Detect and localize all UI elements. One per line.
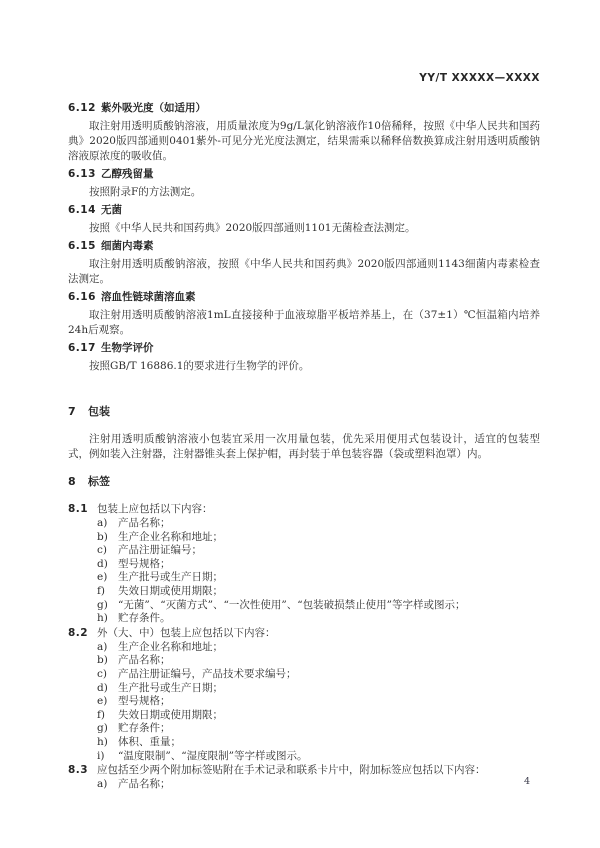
list-item (68, 599, 540, 613)
list-item (68, 585, 540, 599)
subclause-8-1 (68, 502, 540, 517)
document-body (68, 98, 540, 792)
subclause-text: 包装上应包括以下内容： (97, 503, 213, 515)
list-item-text: 产品名称； (118, 778, 171, 791)
doc-code-header: YY/T XXXXX—XXXX (419, 72, 540, 84)
list-item-text: 型号规格； (118, 695, 171, 708)
list-item (68, 558, 540, 572)
clause-heading-6-14 (68, 203, 540, 218)
list-item-text: “无菌”、“灭菌方式”、“一次性使用”、“包装破损禁止使用”等字样或图示； (118, 598, 466, 611)
chapter-title: 标签 (88, 475, 110, 488)
list-item-text: 产品名称； (118, 654, 171, 667)
list-item-label: a) (97, 778, 108, 791)
list-item-label: a) (97, 640, 108, 653)
list-item-label: b) (97, 530, 108, 543)
list-item-text: 贮存条件； (118, 722, 171, 735)
list-item-label: d) (97, 681, 108, 694)
clause-title: 乙醇残留量 (101, 168, 154, 180)
list-item (68, 778, 540, 792)
list-item-label: c) (97, 667, 107, 680)
list-item-label: f) (97, 708, 105, 721)
clause-number: 6.15 (68, 240, 96, 252)
list-item (68, 736, 540, 750)
list-item-label: e) (97, 571, 108, 584)
clause-heading-6-12 (68, 101, 540, 116)
list-item-text: 贮存条件。 (118, 612, 171, 625)
subclause-text: 外（大、中）包装上应包括以下内容： (97, 626, 276, 639)
clause-title: 溶血性链球菌溶血素 (101, 291, 196, 303)
chapter-heading-8 (68, 474, 540, 489)
list-item-label: c) (97, 544, 107, 557)
clause-heading-6-15 (68, 239, 540, 254)
paragraph: 按照附录F的方法测定。 (89, 186, 202, 198)
list-item-label: e) (97, 695, 108, 708)
list-item-text: 体积、重量； (118, 735, 181, 748)
list-item (68, 654, 540, 668)
list-item-label: b) (97, 654, 108, 667)
paragraph: 按照《中华人民共和国药典》2020版四部通则1101无菌检查法测定。 (89, 222, 416, 234)
list-item-label: h) (97, 612, 108, 625)
list-item (68, 695, 540, 709)
clause-heading-6-13 (68, 167, 540, 182)
lettered-list-8-1 (68, 517, 540, 626)
list-item-text: 型号规格； (118, 557, 171, 570)
list-item-label: d) (97, 557, 108, 570)
subclause-8-2 (68, 626, 540, 641)
list-item (68, 641, 540, 655)
list-item-text: 生产企业名称和地址； (118, 530, 223, 543)
list-item-text: “温度限制”、“湿度限制”等字样或图示。 (118, 749, 308, 762)
clause-number: 6.17 (68, 342, 96, 354)
subclause-8-3 (68, 763, 540, 778)
clause-title: 细菌内毒素 (101, 240, 154, 252)
list-item-text: 产品注册证编号，产品技术要求编号； (118, 667, 297, 680)
list-item-label: a) (97, 517, 108, 529)
paragraph: 注射用透明质酸钠溶液小包装宜采用一次用量包装，优先采用便用式包装设计，适宜的包装型式，例如装入注射器，注射器锥头套上保护帽，再封装于单包装容器（袋或塑料泡罩）内。 (68, 433, 540, 460)
clause-title: 生物学评价 (101, 342, 154, 354)
clause-heading-6-16 (68, 290, 540, 305)
chapter-title: 包装 (88, 405, 110, 418)
clause-number: 6.12 (68, 102, 96, 114)
list-item-label: i) (97, 749, 105, 762)
clause-number: 6.16 (68, 291, 96, 303)
list-item (68, 612, 540, 626)
clause-number: 6.13 (68, 168, 96, 180)
clause-title: 无菌 (101, 204, 122, 216)
list-item (68, 682, 540, 696)
lettered-list-8-3 (68, 778, 540, 792)
list-item-text: 生产批号或生产日期； (118, 681, 223, 694)
list-item-label: g) (97, 598, 108, 611)
list-item (68, 517, 540, 531)
list-item-label: h) (97, 735, 108, 748)
clause-title: 紫外吸光度（如适用） (101, 102, 206, 114)
subclause-number: 8.2 (68, 626, 89, 639)
paragraph: 取注射用透明质酸钠溶液，用质量浓度为9g/L氯化钠溶液作10倍稀释，按照《中华人民共和国药典》2020版四部通则0401紫外-可见分光光度法测定，结果需乘以稀释倍数换算成注射用透明质酸钠溶液原浓度的吸收值。 (68, 120, 540, 162)
chapter-heading-7 (68, 404, 540, 419)
list-item (68, 668, 540, 682)
subclause-text: 应包括至少两个附加标签贴附在手术记录和联系卡片中，附加标签应包括以下内容： (97, 764, 486, 777)
subclause-number: 8.1 (68, 503, 89, 515)
list-item-text: 失效日期或使用期限； (118, 584, 223, 597)
list-item (68, 709, 540, 723)
clause-number: 6.14 (68, 204, 96, 216)
list-item-text: 产品注册证编号； (118, 544, 202, 557)
list-item (68, 531, 540, 545)
list-item-label: f) (97, 584, 105, 597)
list-item (68, 750, 540, 764)
paragraph: 按照GB/T 16886.1的要求进行生物学的评价。 (89, 360, 310, 372)
list-item-label: g) (97, 722, 108, 735)
clause-heading-6-17 (68, 341, 540, 356)
lettered-list-8-2 (68, 641, 540, 763)
page-number: 4 (524, 776, 531, 787)
list-item (68, 722, 540, 736)
list-item-text: 生产批号或生产日期； (118, 571, 223, 584)
paragraph: 取注射用透明质酸钠溶液1mL直接接种于血液琼脂平板培养基上，在（37±1）℃恒温箱内培养24h后观察。 (68, 309, 540, 336)
chapter-number: 7 (68, 405, 76, 418)
subclause-number: 8.3 (68, 764, 89, 777)
list-item (68, 544, 540, 558)
paragraph: 取注射用透明质酸钠溶液，按照《中华人民共和国药典》2020版四部通则1143细菌内毒素检查法测定。 (68, 258, 540, 285)
list-item-text: 失效日期或使用期限； (118, 708, 223, 721)
list-item (68, 571, 540, 585)
list-item-text: 生产企业名称和地址； (118, 640, 223, 653)
list-item-text: 产品名称； (118, 517, 171, 529)
chapter-number: 8 (68, 475, 76, 488)
